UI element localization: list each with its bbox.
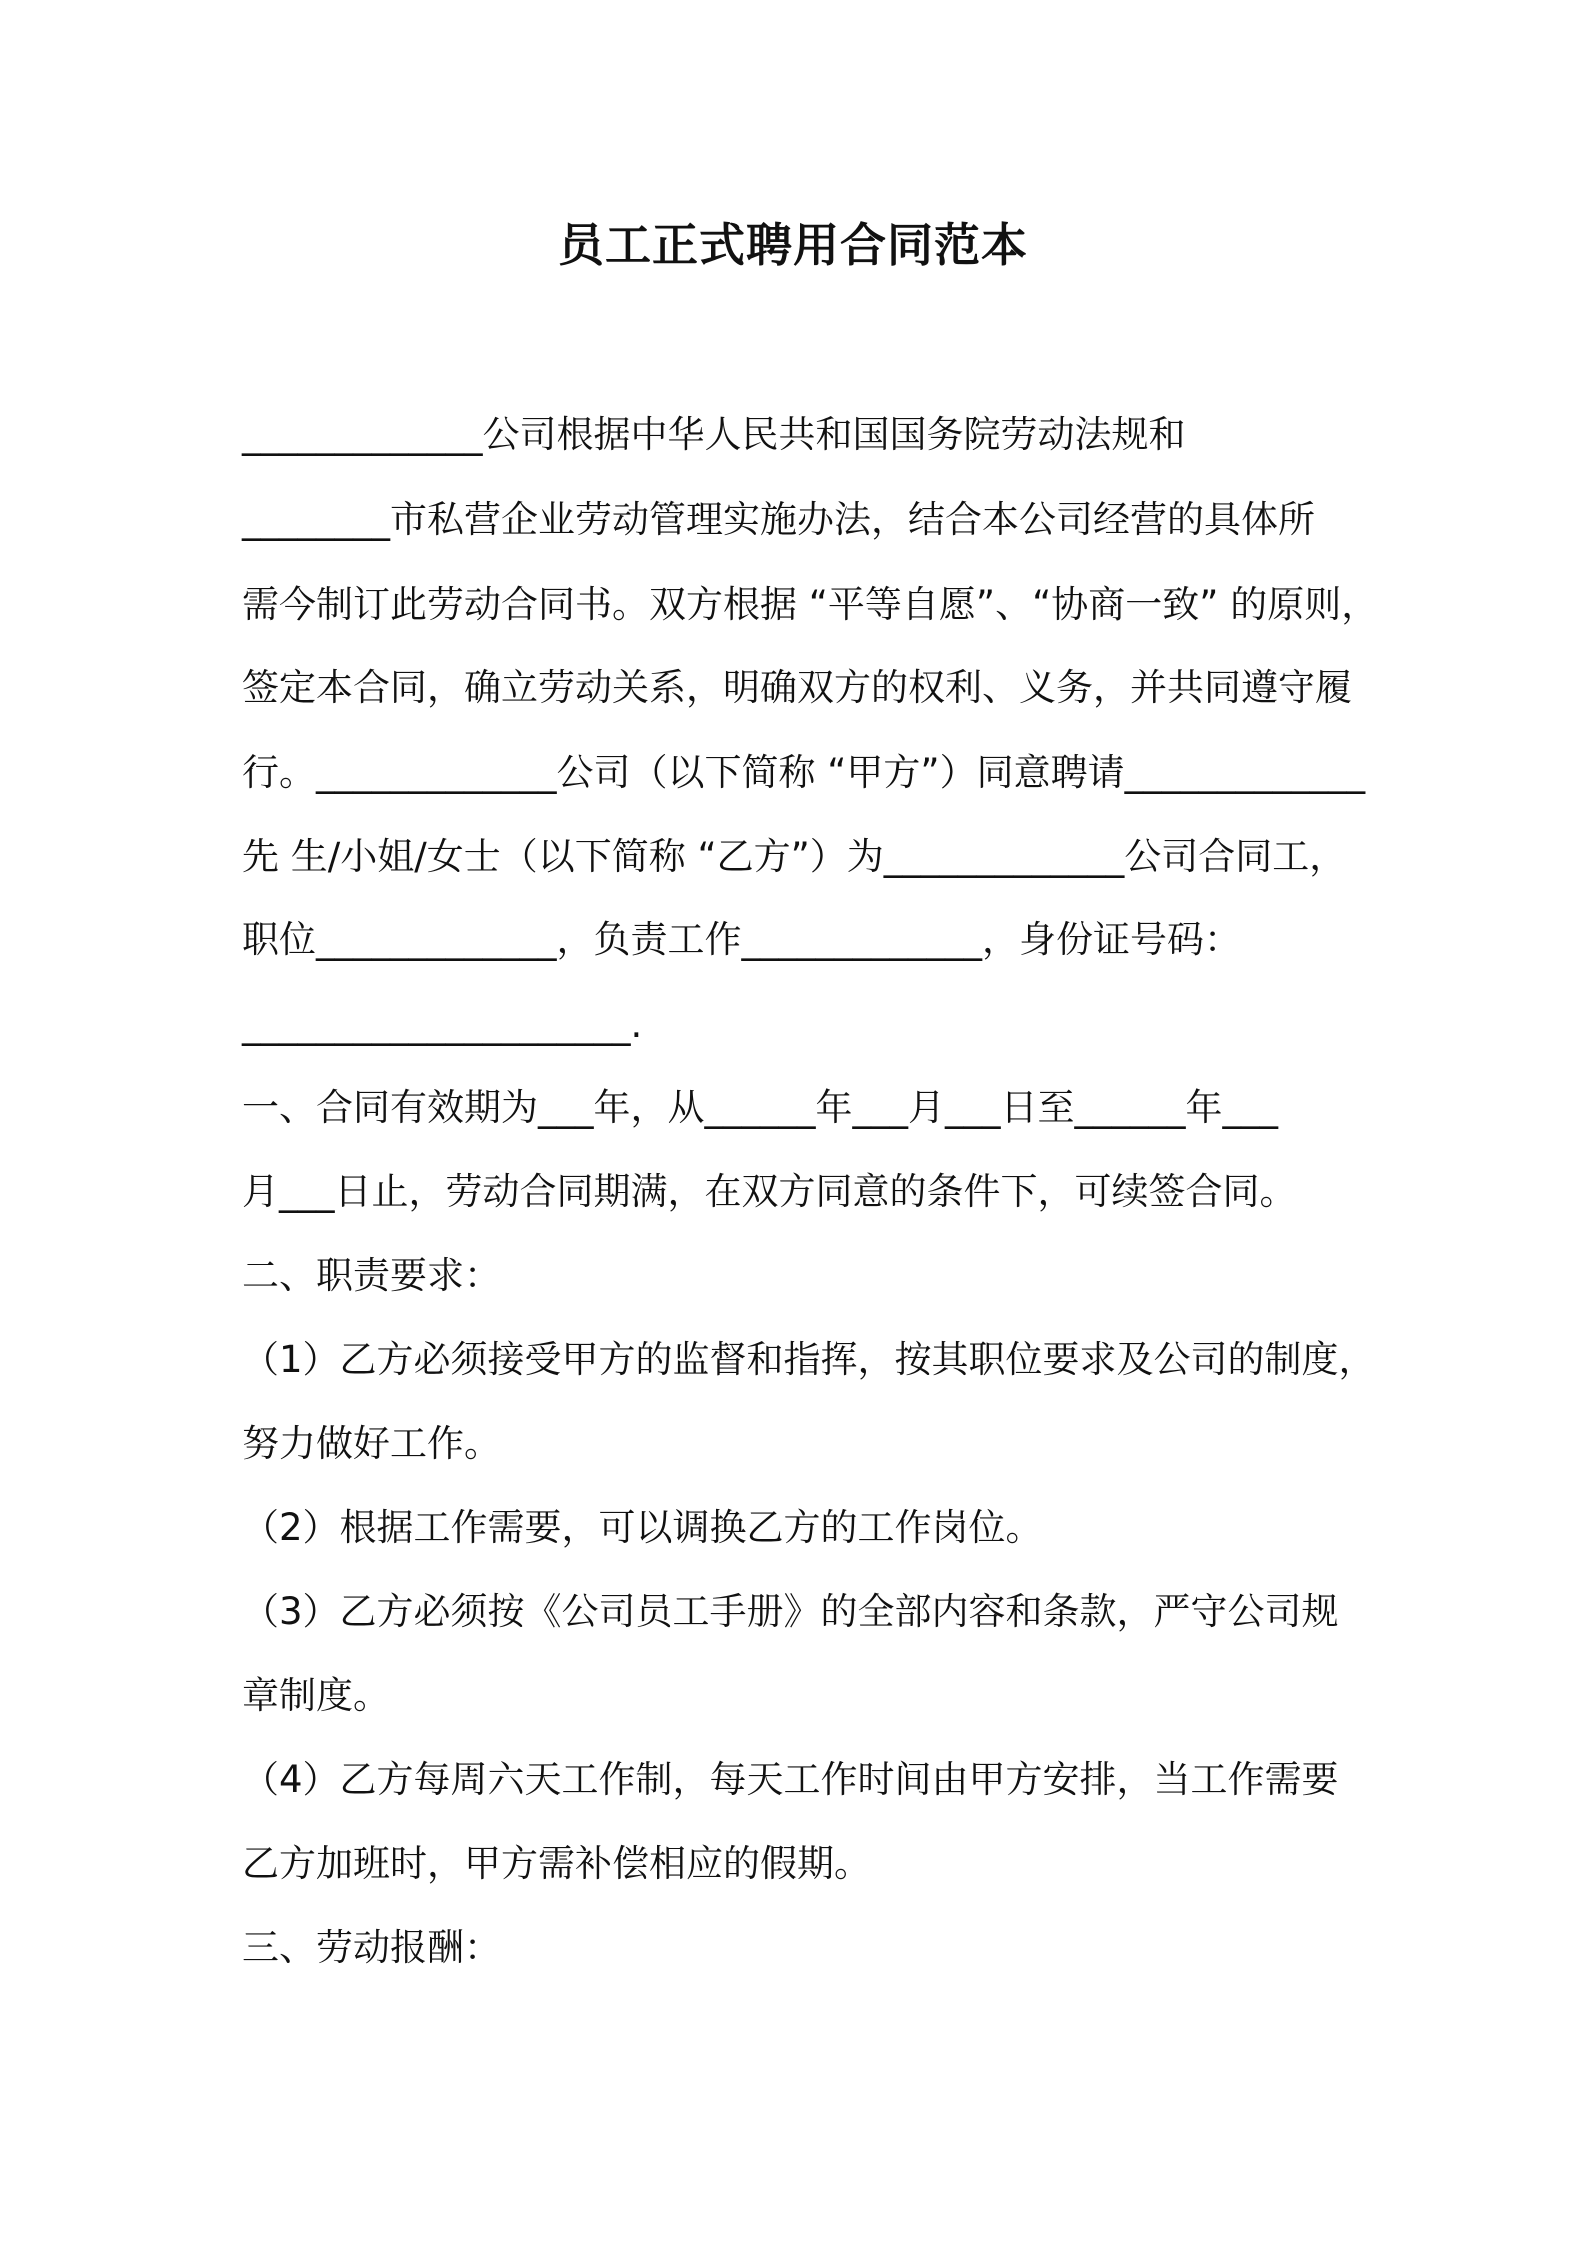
text-line-12: （1）乙方必须接受甲方的监督和指挥，按其职位要求及公司的制度， bbox=[242, 1338, 1376, 1381]
text-line-3: 需今制订此劳动合同书。双方根据 “平等自愿”、“协商一致” 的原则， bbox=[242, 583, 1379, 626]
text-line-2: ________市私营企业劳动管理实施办法，结合本公司经营的具体所 bbox=[242, 498, 1315, 541]
text-line-14: （2）根据工作需要，可以调换乙方的工作岗位。 bbox=[242, 1506, 1043, 1549]
text-line-17: （4）乙方每周六天工作制，每天工作时间由甲方安排，当工作需要 bbox=[242, 1758, 1339, 1801]
text-line-16: 章制度。 bbox=[242, 1674, 390, 1717]
text-line-4: 签定本合同，确立劳动关系，明确双方的权利、义务，并共同遵守履 bbox=[242, 666, 1352, 709]
section-heading-3: 三、劳动报酬： bbox=[242, 1926, 501, 1969]
text-line-8: _____________________. bbox=[242, 1003, 643, 1046]
text-line-15: （3）乙方必须按《公司员工手册》的全部内容和条款，严守公司规 bbox=[242, 1590, 1339, 1633]
text-line-10: 月___日止，劳动合同期满，在双方同意的条件下，可续签合同。 bbox=[242, 1170, 1297, 1213]
text-line-18: 乙方加班时，甲方需补偿相应的假期。 bbox=[242, 1842, 871, 1885]
text-line-1: _____________公司根据中华人民共和国国务院劳动法规和 bbox=[242, 413, 1186, 456]
text-line-9: 一、合同有效期为___年，从______年___月___日至______年___ bbox=[242, 1086, 1278, 1129]
text-line-6: 先 生/小姐/女士（以下简称 “乙方”）为_____________公司合同工， bbox=[242, 835, 1347, 878]
section-heading-2: 二、职责要求： bbox=[242, 1254, 501, 1297]
text-line-7: 职位_____________，负责工作_____________，身份证号码： bbox=[242, 918, 1241, 961]
document-title: 员工正式聘用合同范本 bbox=[558, 218, 1028, 272]
text-line-5: 行。_____________公司（以下简称 “甲方”）同意聘请_____________ bbox=[242, 751, 1366, 794]
text-line-13: 努力做好工作。 bbox=[242, 1422, 501, 1465]
